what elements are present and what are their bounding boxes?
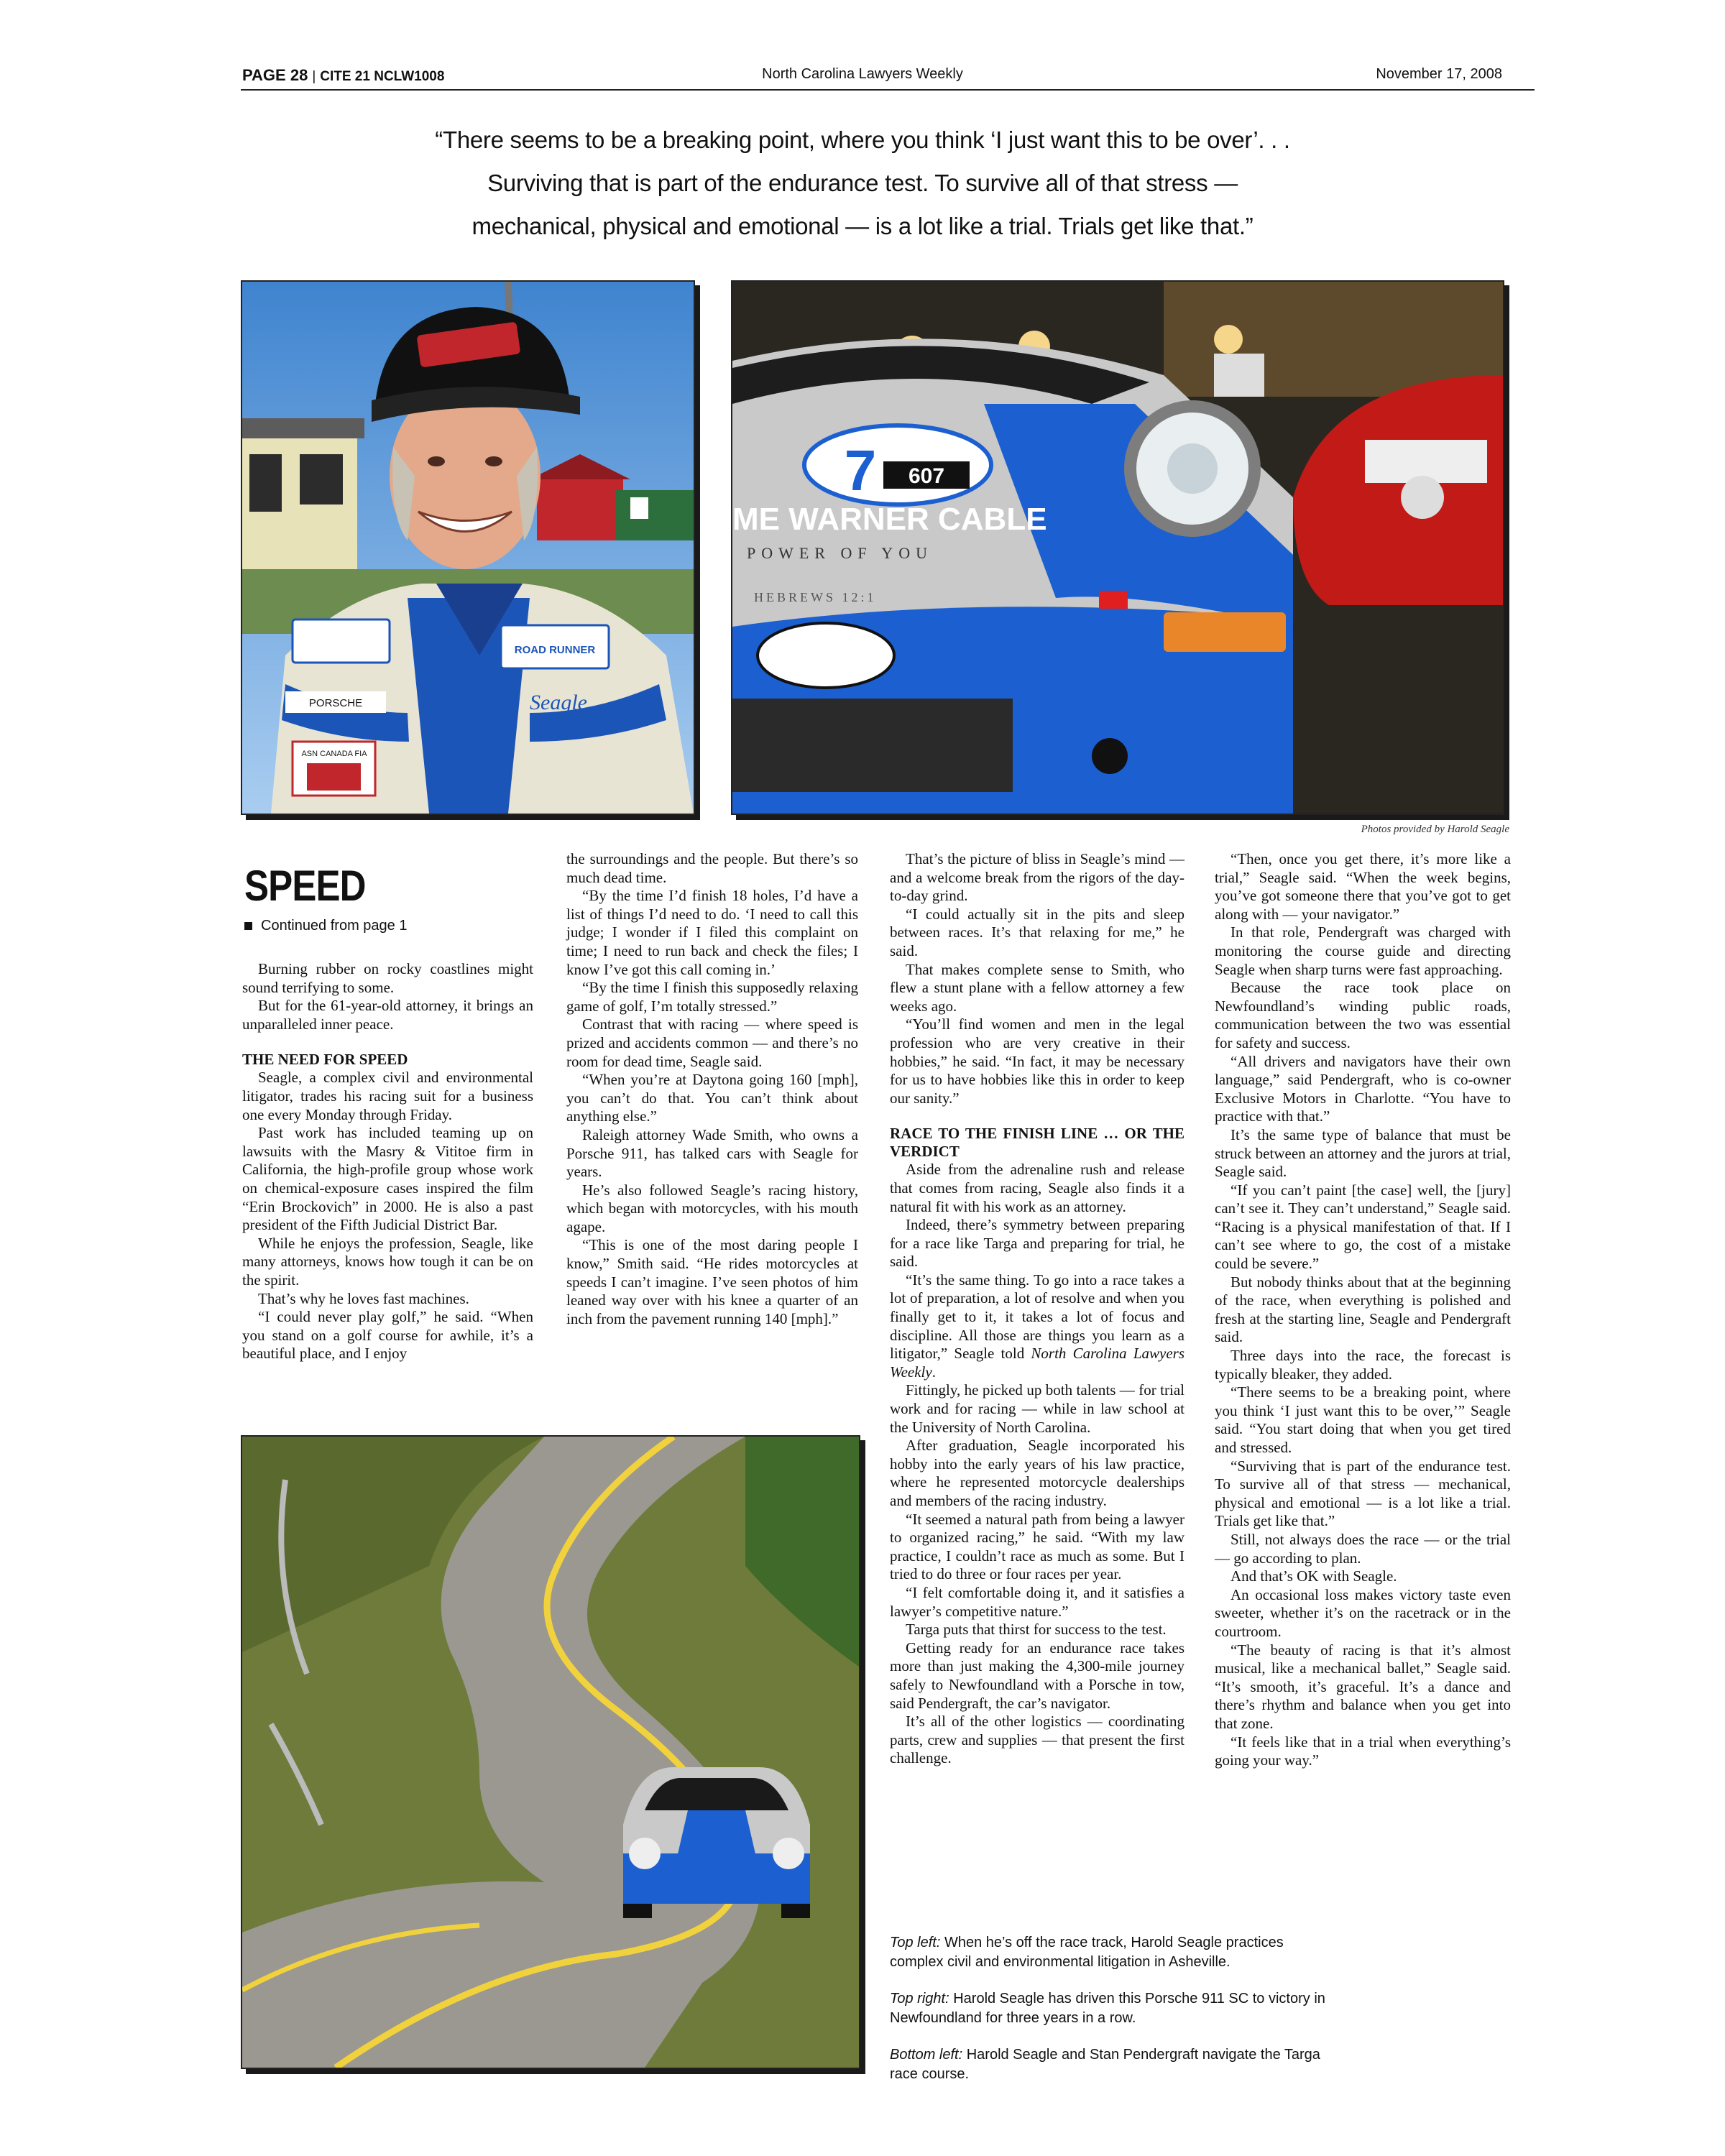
article-paragraph: “I could actually sit in the pits and sleep between races. It’s that relaxing for me,” he said. (890, 905, 1184, 959)
article-paragraph: Aside from the adrenaline rush and release that comes from racing, Seagle also finds it a natural fit with his work as an attorney. (890, 1161, 1184, 1215)
article-paragraph: Because the race took place on Newfoundland’s winding public roads, communication between the two was essential for safety and success. (1215, 979, 1511, 1051)
article-paragraph: “It seemed a natural path from being a lawyer to organized racing,” he said. “With my law practice, I couldn’t race as much as some. But I tried to do three or four races per year. (890, 1510, 1184, 1583)
article-column-1 (242, 960, 533, 1363)
article-paragraph: In that role, Pendergraft was charged with monitoring the course guide and directing Seagle when sharp turns were fast approaching. (1215, 923, 1511, 978)
car-sponsor: ME WARNER CABLE (732, 502, 1047, 537)
article-paragraph: the surroundings and the people. But there’s so much dead time. (566, 850, 858, 886)
article-paragraph: “By the time I finish this supposedly relaxing game of golf, I’m totally stressed.” (566, 979, 858, 1015)
article-paragraph: While he enjoys the profession, Seagle, like many attorneys, knows how tough it can be on the spirit. (242, 1234, 533, 1289)
article-paragraph: Indeed, there’s symmetry between preparing for a race like Targa and preparing for trial, he said. (890, 1216, 1184, 1271)
photo-winding-road (241, 1435, 860, 2069)
caption-label: Top right: (890, 1991, 949, 2007)
caption-text: When he’s off the race track, Harold Seagle practices complex civil and environmental litigation in Asheville. (890, 1935, 1284, 1970)
pull-quote-line: “There seems to be a breaking point, where you think ‘I just want this to be over’. . . (435, 126, 1290, 153)
photo-credit: Photos provided by Harold Seagle (1361, 824, 1509, 835)
article-paragraph: Burning rubber on rocky coastlines might sound terrifying to some. (242, 960, 533, 996)
car-number: 7 (844, 438, 877, 502)
article-paragraph: “I felt comfortable doing it, and it satisfies a lawyer’s competitive nature.” (890, 1583, 1184, 1620)
pull-quote-line: Surviving that is part of the endurance test. To survive all of that stress — (487, 170, 1238, 196)
car-illustration (732, 282, 1503, 814)
article-paragraph: “You’ll find women and men in the legal profession who are very creative in their hobbies,” he said. “In fact, it may be necessary for us to have hobbies like this in order to keep our sanity.” (890, 1015, 1184, 1107)
article-paragraph: Three days into the race, the forecast is typically bleaker, they added. (1215, 1347, 1511, 1383)
article-paragraph: After graduation, Seagle incorporated his hobby into the early years of his law practice, where he represented motorcycle dealerships and members of the racing industry. (890, 1437, 1184, 1509)
column-3-second-part (890, 1381, 1184, 1767)
article-paragraph: “If you can’t paint [the case] well, the [jury] can’t see it. They can’t understand,” Seagle said. “Racing is a physical manifestation of that. If I can’t see where to go, the cost of a mistake could be severe.” (1215, 1181, 1511, 1273)
continued-from (244, 918, 407, 934)
pull-quote (402, 119, 1322, 248)
article-paragraph: Still, not always does the race — or the trial — go according to plan. (1215, 1530, 1511, 1567)
article-paragraph: But for the 61-year-old attorney, it brings an unparalleled inner peace. (242, 997, 533, 1033)
article-paragraph: “All drivers and navigators have their own language,” said Pendergraft, who is co-owner Exclusive Motors in Charlotte. “You have to practice with that.” (1215, 1052, 1511, 1125)
column-3-first-part (890, 850, 1184, 1271)
suit-brand-text: PORSCHE (308, 697, 363, 709)
article-paragraph: That’s the picture of bliss in Seagle’s mind — and a welcome break from the rigors of the day-to-day grind. (890, 850, 1184, 905)
article-paragraph: Contrast that with racing — where speed is prized and accidents common — and there’s no room for dead time, Seagle said. (566, 1015, 858, 1070)
article-paragraph: Getting ready for an endurance race takes more than just making the 4,300-mile journey safely to Newfoundland with a Porsche in tow, said Pendergraft, the car’s navigator. (890, 1639, 1184, 1712)
paragraph-text: . (932, 1363, 936, 1381)
article-paragraph: That’s why he loves fast machines. (258, 1289, 469, 1307)
article-paragraph: “By the time I’d finish 18 holes, I’d have a list of things I’d need to do. ‘I need to call this judge; I wonder if I filed this complaint on time; I need to run back and check the files; I know I’ve got this call coming in.’ (566, 887, 858, 978)
continued-text: Continued from page 1 (261, 918, 408, 934)
paragraph-text: “It’s the same thing. To go into a race takes a lot of preparation, a lot of resolve and when you finally get to it, it takes a lot of focus and discipline. All those are things you learn as a litigator,” Seagle told (890, 1271, 1184, 1363)
car-plate: 607 (908, 464, 945, 488)
page-header-left: PAGE 28 | CITE 21 NCLW1008 (242, 66, 445, 84)
article-paragraph: “This is one of the most daring people I know,” Smith said. “He rides motorcycles at speeds I can’t imagine. I’ve seen photos of him leaned way over with his knee a quarter of an inch from the pavement running 140 [mph].” (566, 1236, 858, 1327)
bullet-square-icon (244, 922, 252, 930)
photo-portrait (241, 280, 695, 815)
article-paragraph: Targa puts that thirst for success to the test. (906, 1621, 1167, 1639)
article-paragraph: “I could never play golf,” he said. “When you stand on a golf course for awhile, it’s a beautiful place, and I enjoy (242, 1308, 533, 1363)
photo-captions (890, 1933, 1335, 2101)
article-headline: SPEED (244, 862, 366, 910)
article-paragraph: But nobody thinks about that at the beginning of the race, when everything is polished and fresh at the starting line, Seagle and Pendergraft said. (1215, 1273, 1511, 1346)
article-paragraph: It’s the same type of balance that must be struck between an attorney and the jurors at trial, Seagle said. (1215, 1125, 1511, 1181)
article-paragraph: “When you’re at Daytona going 160 [mph], you can’t do that. You can’t think about anything else.” (566, 1071, 858, 1125)
road-illustration (242, 1437, 859, 2068)
article-paragraph: Past work has included teaming up on lawsuits with the Masry & Vititoe firm in California, the high-profile group whose work on chemical-exposure cases inspired the film “Erin Brockovich” in 2000. He is also a past president of the Fifth Judicial District Bar. (242, 1124, 533, 1234)
car-verse: HEBREWS 12:1 (754, 590, 877, 604)
article-paragraph: “Surviving that is part of the endurance test. To survive all of that stress — mechanical, physical and emotional — is a lot like a trial. Trials get like that.” (1215, 1457, 1511, 1530)
article-paragraph: Raleigh attorney Wade Smith, who owns a Porsche 911, has talked cars with Seagle for years. (566, 1125, 858, 1181)
portrait-illustration (242, 282, 694, 814)
article-column-3 (890, 850, 1184, 1768)
article-paragraph: “It feels like that in a trial when everything’s going your way.” (1215, 1733, 1511, 1769)
photo-caption (890, 2045, 1335, 2084)
publication-reference: North Carolina Lawyers Weekly (890, 1345, 1184, 1381)
article-paragraph: Fittingly, he picked up both talents — for trial work and for racing — while in law school at the University of North Carolina. (890, 1381, 1184, 1436)
page-number: PAGE 28 (242, 66, 308, 84)
suit-flag-text: ASN CANADA FIA (301, 750, 367, 758)
article-paragraph: And that’s OK with Seagle. (1230, 1567, 1397, 1585)
article-paragraph: That makes complete sense to Smith, who flew a stunt plane with a fellow attorney a few weeks ago. (890, 960, 1184, 1015)
caption-text: Harold Seagle has driven this Porsche 911 SC to victory in Newfoundland for three years in a row. (890, 1991, 1325, 2026)
article-column-2 (566, 850, 858, 1328)
article-paragraph: He’s also followed Seagle’s racing history, which began with motorcycles, with his mouth agape. (566, 1181, 858, 1235)
publication-name: North Carolina Lawyers Weekly (762, 66, 963, 82)
article-paragraph: “There seems to be a breaking point, where you think ‘I just want this to be over,’” Seagle said. “You start doing that when you get tired and stressed. (1215, 1383, 1511, 1456)
article-paragraph: “The beauty of racing is that it’s almost musical, like a mechanical ballet,” Seagle said. “It’s smooth, it’s graceful. It’s a dance and there’s rhythm and balance when you get into that zone. (1215, 1641, 1511, 1732)
photo-caption (890, 1989, 1335, 2028)
photo-caption (890, 1933, 1335, 1972)
header-rule (241, 89, 1535, 91)
article-paragraph: It’s all of the other logistics — coordinating parts, crew and supplies — that present the first challenge. (890, 1713, 1184, 1767)
suit-patch-text: ROAD RUNNER (514, 644, 596, 656)
pull-quote-line: mechanical, physical and emotional — is a lot like a trial. Trials get like that.” (472, 213, 1254, 239)
issue-date: November 17, 2008 (1376, 66, 1502, 82)
article-column-4 (1215, 850, 1511, 1770)
car-tagline: POWER OF YOU (747, 544, 933, 562)
caption-label: Top left: (890, 1935, 941, 1950)
citation: CITE 21 NCLW1008 (320, 69, 445, 84)
article-paragraph (890, 1271, 1184, 1382)
article-paragraph: An occasional loss makes victory taste even sweeter, whether it’s on the racetrack or in the courtroom. (1215, 1585, 1511, 1640)
section-subhead: RACE TO THE FINISH LINE … OR THE VERDICT (890, 1125, 1184, 1161)
caption-text: Harold Seagle and Stan Pendergraft navigate the Targa race course. (890, 2047, 1320, 2082)
photo-race-car (731, 280, 1504, 815)
section-subhead: THE NEED FOR SPEED (242, 1051, 408, 1069)
suit-name-text: Seagle (530, 691, 587, 714)
article-paragraph: “Then, once you get there, it’s more like a trial,” Seagle said. “When the week begins, you’ve got someone there that you’ve got to get along with — your navigator.” (1215, 850, 1511, 923)
caption-label: Bottom left: (890, 2047, 963, 2063)
article-paragraph: Seagle, a complex civil and environmental litigator, trades his racing suit for a business one every Monday through Friday. (242, 1069, 533, 1123)
